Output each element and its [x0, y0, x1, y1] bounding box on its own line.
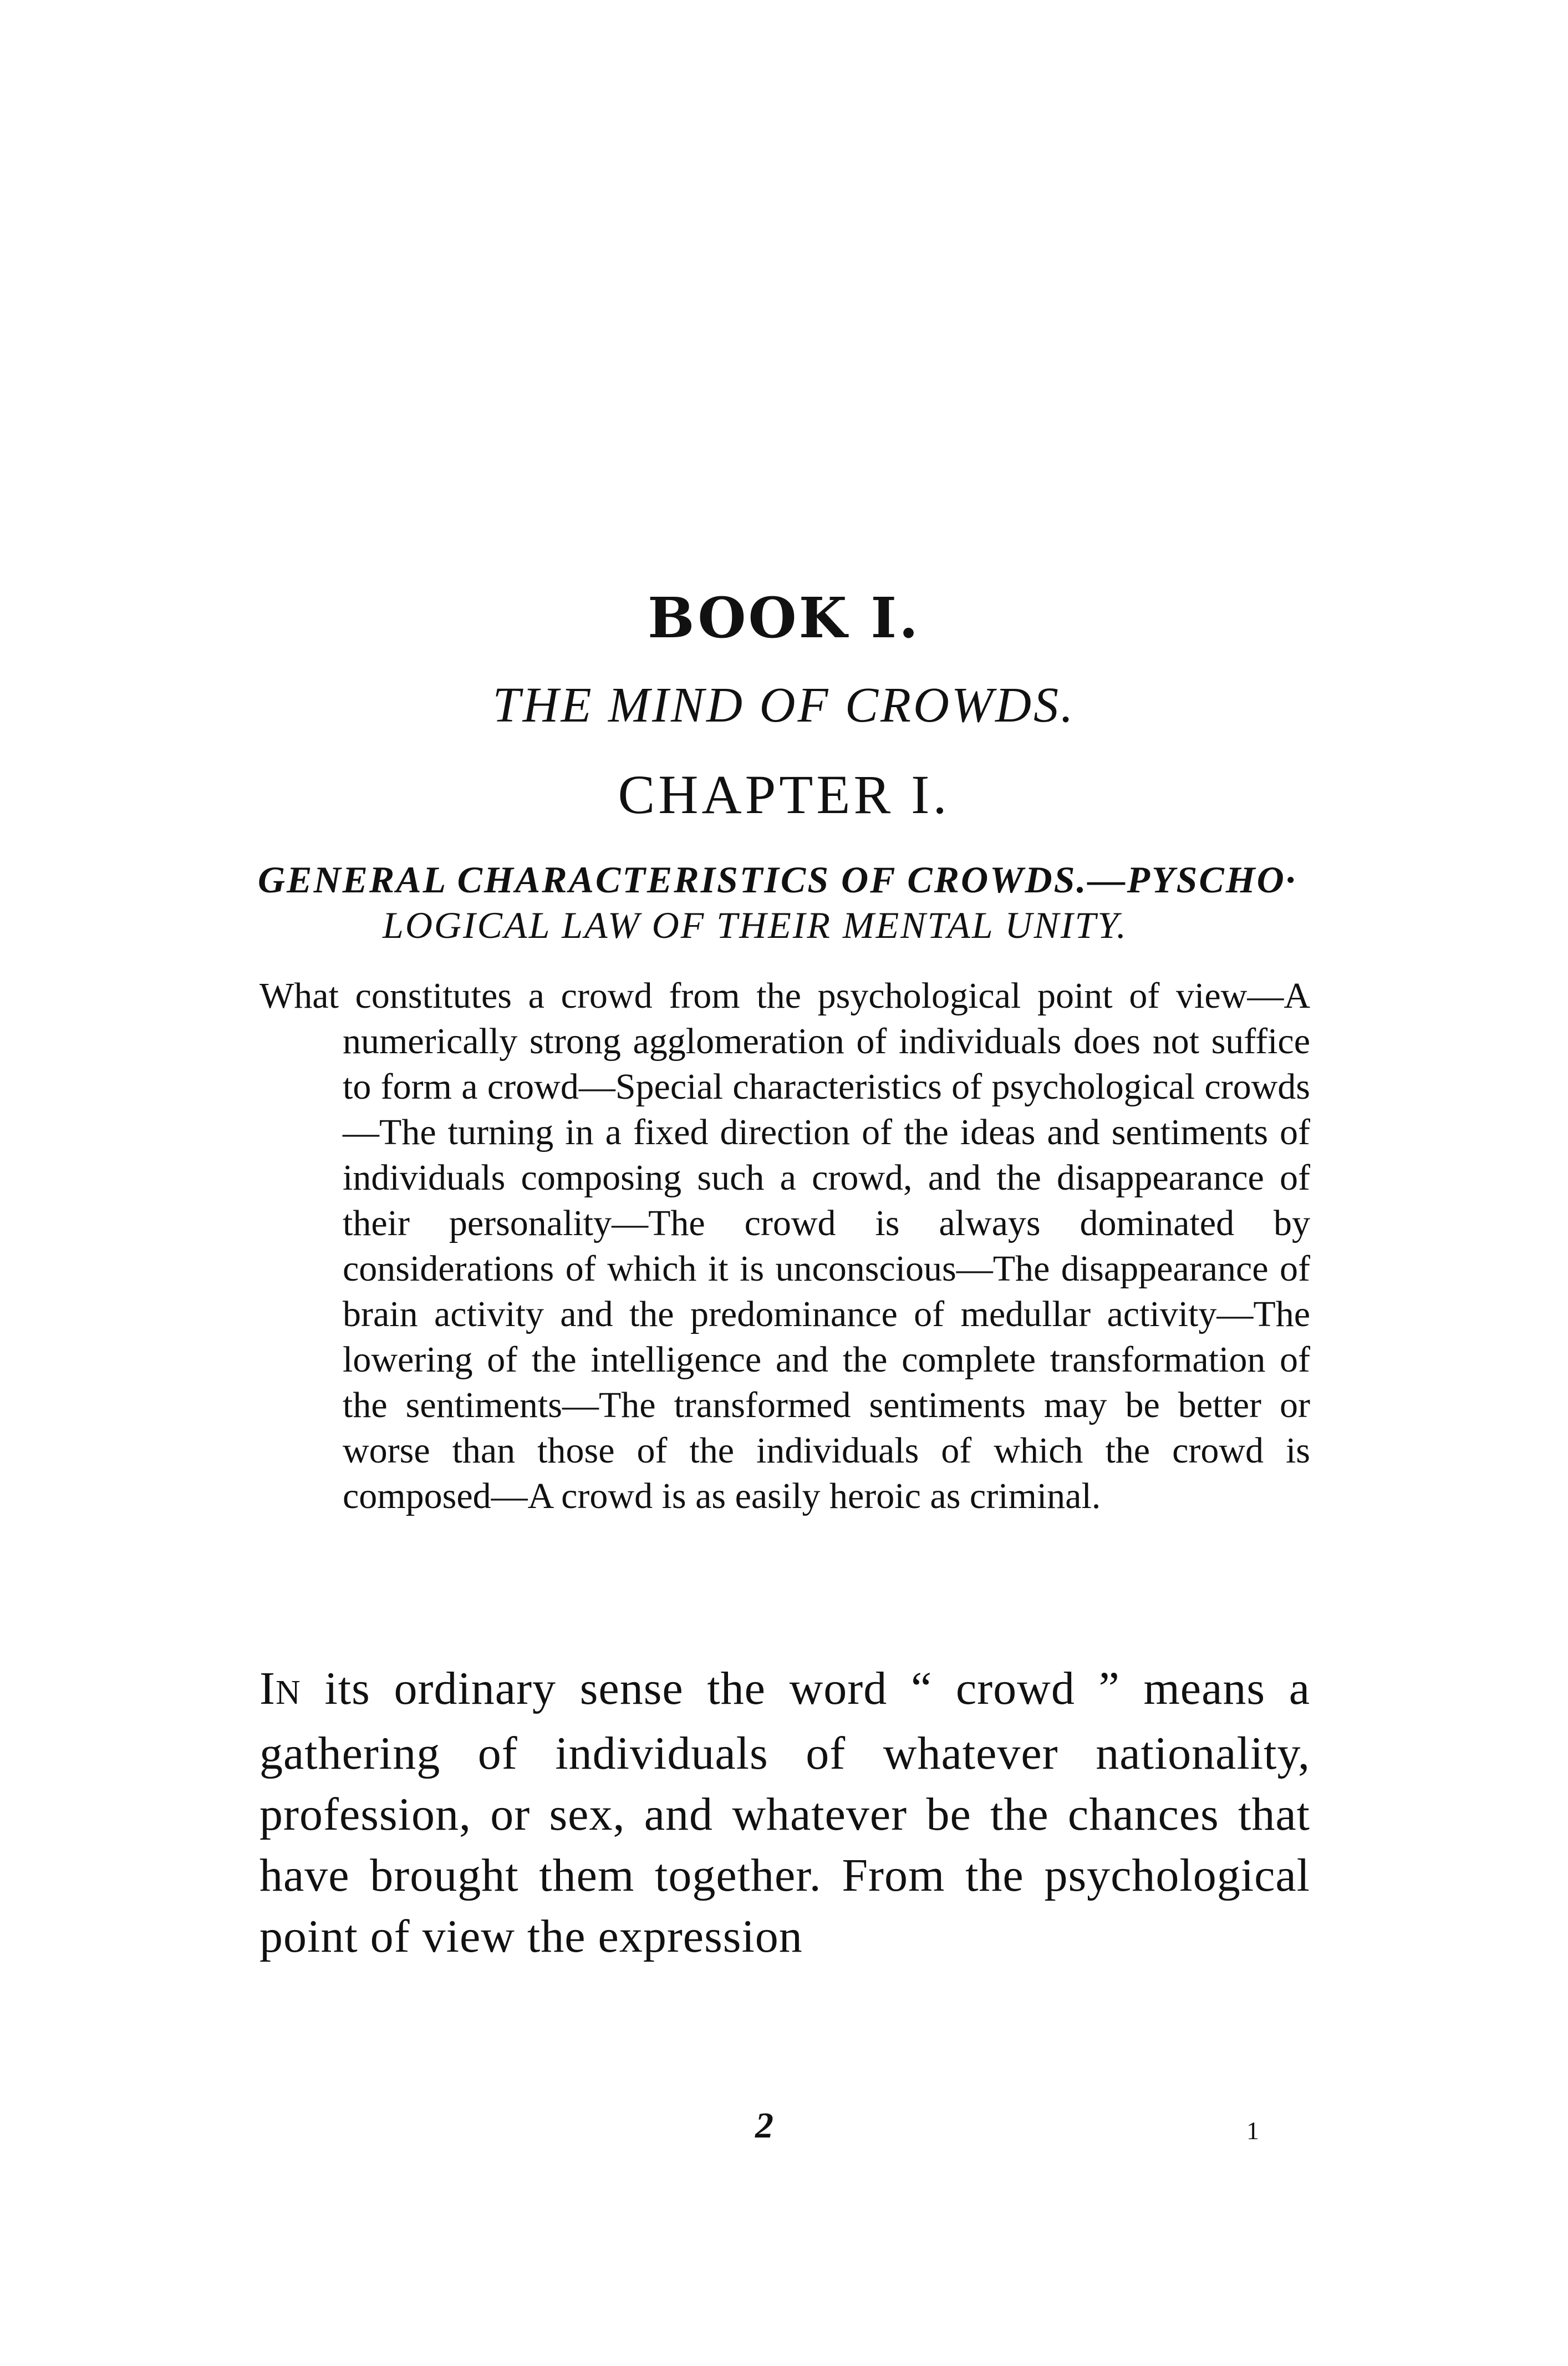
- signature-mark: 2: [755, 2105, 773, 2146]
- initial-letter: I: [259, 1663, 276, 1714]
- chapter-synopsis: What constitutes a crowd from the psychological point of view—A numerically strong agglomeration of individuals does not suffice to form a crowd—Special characteristics of psychological crowds—The turning in a fixed direction of the ideas and sentiments of individuals composing such a crowd, and the disappearance of their personality—The crowd is always dominated by considerations of which it is unconscious—The disappearance of brain activity and the predominance of medullar activity—The lowering of the intelligence and the complete transformation of the sentiments—The transformed sentiments may be better or worse than those of the individuals of which the crowd is composed—A crowd is as easily heroic as criminal.: [259, 976, 1310, 1516]
- book-subtitle: THE MIND OF CROWDS.: [492, 678, 1076, 733]
- book-heading: BOOK I.: [648, 585, 920, 651]
- chapter-heading: CHAPTER I.: [618, 764, 950, 825]
- body-paragraph: [259, 1658, 1310, 1967]
- chapter-title: [258, 857, 1311, 948]
- chapter-title-line-2: LOGICAL LAW OF THEIR MENTAL UNITY.: [383, 904, 1128, 946]
- chapter-title-line-1: GENERAL CHARACTERISTICS OF CROWDS.—PYSCHO·: [258, 859, 1297, 901]
- page-number: 1: [1246, 2116, 1259, 2145]
- body-paragraph-text: its ordinary sense the word “ crowd ” means a gathering of individuals of whatever nationality, profession, or sex, and whatever be the chances that have brought them together. From the psychological point of view the expression: [259, 1663, 1310, 1962]
- small-cap-letter: N: [275, 1674, 301, 1712]
